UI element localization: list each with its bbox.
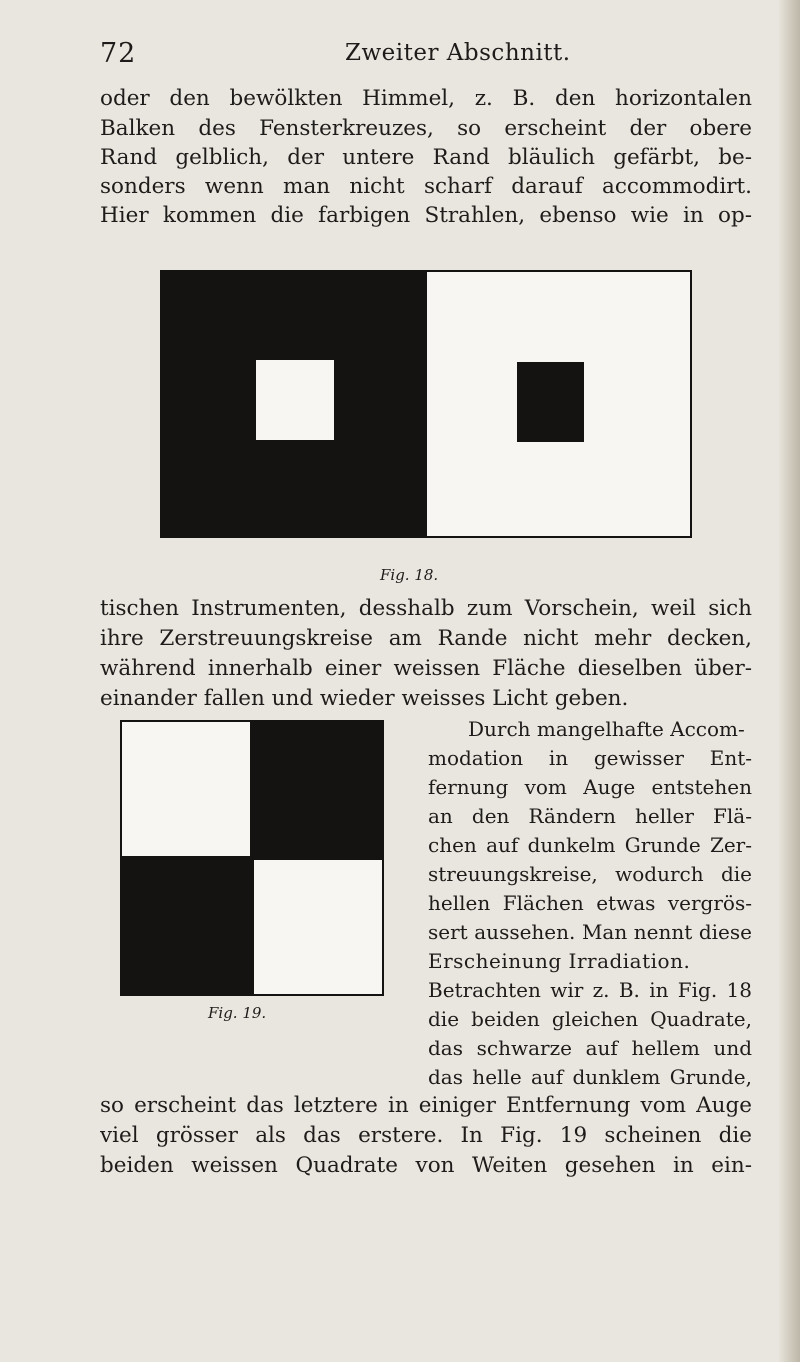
fig19-black-square-top-right (252, 720, 384, 858)
figure-19-caption: Fig. 19. (208, 1004, 267, 1022)
text-line: chen auf dunkelm Grunde Zer- (428, 833, 752, 857)
text-line: Balken des Fensterkreuzes, so erscheint der obere (100, 116, 752, 141)
text-line: viel grösser als das erstere. In Fig. 19 scheinen die (100, 1123, 752, 1148)
text-line: modation in gewisser Ent- (428, 746, 752, 770)
text-line: Durch mangelhafte Accom- (468, 717, 745, 741)
fig18-dark-panel (160, 270, 427, 538)
text-line: sonders wenn man nicht scharf darauf accommodirt. (100, 174, 752, 199)
fig19-black-square-bottom-left (120, 858, 252, 996)
figure-18 (160, 270, 692, 538)
page-number: 72 (100, 38, 137, 69)
text-line: Erscheinung Irradiation. (428, 949, 691, 973)
text-line: oder den bewölkten Himmel, z. B. den horizontalen (100, 86, 752, 111)
text-line: während innerhalb einer weissen Fläche dieselben über- (100, 656, 752, 681)
page-edge-shadow (778, 0, 800, 1362)
figure-19 (120, 720, 384, 996)
text-line: an den Rändern heller Flä- (428, 804, 752, 828)
text-line: streuungskreise, wodurch die (428, 862, 752, 886)
text-line: hellen Flächen etwas vergrös- (428, 891, 752, 915)
text-line: einander fallen und wieder weisses Licht geben. (100, 686, 629, 711)
text-line: Betrachten wir z. B. in Fig. 18 (428, 978, 752, 1002)
text-line: das helle auf dunklem Grunde, (428, 1065, 752, 1089)
text-line: tischen Instrumenten, desshalb zum Vorschein, weil sich (100, 596, 752, 621)
fig19-white-square-top-left (120, 720, 252, 858)
text-line: sert aussehen. Man nennt diese (428, 920, 752, 944)
text-line: Hier kommen die farbigen Strahlen, ebenso wie in op- (100, 203, 752, 228)
running-head: Zweiter Abschnitt. (345, 40, 571, 66)
figure-18-caption: Fig. 18. (380, 566, 439, 584)
text-line: so erscheint das letztere in einiger Entfernung vom Auge (100, 1093, 752, 1118)
fig18-white-square (256, 360, 334, 440)
text-line: die beiden gleichen Quadrate, (428, 1007, 752, 1031)
text-line: das schwarze auf hellem und (428, 1036, 752, 1060)
fig18-light-panel (427, 270, 692, 538)
text-line: Rand gelblich, der untere Rand bläulich gefärbt, be- (100, 145, 752, 170)
page-header (100, 38, 760, 74)
text-line: beiden weissen Quadrate von Weiten gesehen in ein- (100, 1153, 752, 1178)
text-line: ihre Zerstreuungskreise am Rande nicht mehr decken, (100, 626, 752, 651)
fig19-white-square-bottom-right (252, 858, 384, 996)
fig18-black-square (517, 362, 584, 442)
text-line: fernung vom Auge entstehen (428, 775, 752, 799)
